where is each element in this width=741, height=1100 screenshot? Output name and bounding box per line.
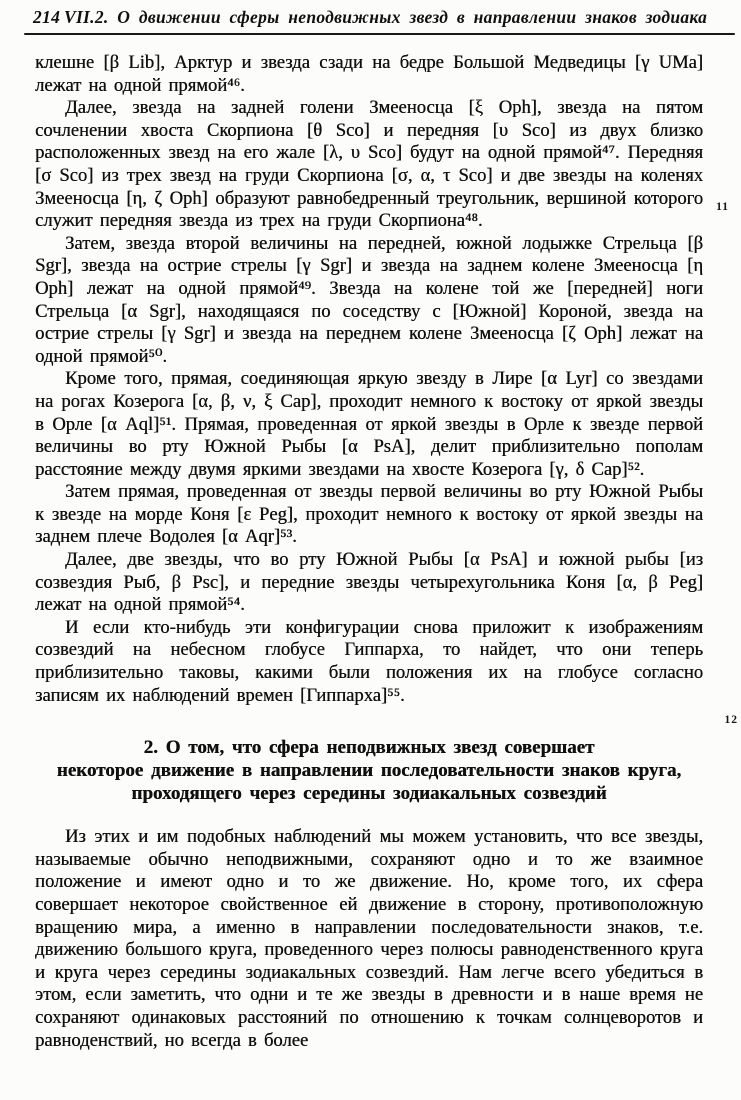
section-heading [35,736,703,805]
body-paragraph: Далее, две звезды, что во рту Южной Рыбы [α PsA] и южной рыбы [из созвездия Рыб, β Psc], и передние звезды четырехугольника Коня [α, β Peg] лежат на одной прямой⁵⁴. [35,549,703,616]
section-heading-line: некоторое движение в направлении последовательности знаков круга, [56,760,682,782]
body-paragraph: клешне [β Lib], Арктур и звезда сзади на бедре Большой Медведицы [γ UMa] лежат на одной прямой⁴⁶. [35,52,703,96]
body-paragraph: Из этих и им подобных наблюдений мы можем установить, что все звезды, называемые обычно неподвижными, сохраняют одно и то же взаимное положение и имеют одно и то же движение. Но, кроме того, их сфера совершает некоторое свойственное ей движение в сторону, противоположную вращению мира, а именно в направлении последовательности знаков, т.е. движению большого круга, проведенного через полюсы равноденственного круга и круга через середины зодиакальных созвездий. Нам легче всего убедиться в этом, если заметить, что одни и те же звезды в древности и в наше время не сохраняют одинаковых расстояний по отношению к точкам солнцеворотов и равноденствий, но всегда в более [35,826,703,1051]
body-paragraph: Затем прямая, проведенная от звезды первой величины во рту Южной Рыбы к звезде на морде Коня [ε Peg], проходит немного к востоку от яркой звезды на заднем плече Водолея [α Aqr]⁵³. [35,481,703,548]
section-heading-line: проходящего через середины зодиакальных созвездий [131,783,607,805]
running-head [33,7,711,28]
body-paragraph: Затем, звезда второй величины на передней, южной лодыжке Стрельца [β Sgr], звезда на острие стрелы [γ Sgr] и звезда на заднем колене Змееносца [η Oph] лежат на одной прямой⁴⁹. Звезда на колене той же [передней] ноги Стрельца [α Sgr], находящаяся по соседству с [Южной] Короной, звезда на острие стрелы [γ Sgr] и звезда на переднем колене Змееносца [ζ Oph] лежат на одной прямой⁵⁰. [35,232,703,367]
page-body [35,52,703,1052]
running-title: VII.2. О движении сферы неподвижных звезд в направлении знаков зодиака [63,7,708,27]
margin-line-number: 11 [716,201,729,213]
page-number: 214 [33,7,61,27]
body-paragraph: Далее, звезда на задней голени Змееносца [ξ Oph], звезда на пятом сочленении хвоста Скорпиона [θ Sco] и передняя [υ Sco] из двух близко расположенных звезд на его жале [λ, υ Sco] будут на одной прямой⁴⁷. Передняя [σ Sco] из трех звезд на груди Скорпиона [σ, α, τ Sco] и две звезды на коленях Змееносца [η, ζ Oph] образуют равнобедренный треугольник, вершиной которого служит передняя звезда из трех на груди Скорпиона⁴⁸. [35,97,703,232]
margin-line-number: 12 [724,714,738,726]
section-heading-line: 2. О том, что сфера неподвижных звезд совершает [143,737,595,759]
body-paragraph: Кроме того, прямая, соединяющая яркую звезду в Лире [α Lyr] со звездами на рогах Козерога [α, β, ν, ξ Cap], проходит немного к востоку от яркой звезды в Орле [α Aql]⁵¹. Прямая, проведенная от яркой звезды в Орле к звезде первой величины во рту Южной Рыбы [α PsA], делит приблизительно пополам расстояние между двумя яркими звездами на хвосте Козерога [γ, δ Cap]⁵². [35,368,703,480]
body-paragraph: И если кто-нибудь эти конфигурации снова приложит к изображениям созвездий на небесном глобусе Гиппарха, то найдет, что они теперь приблизительно таковы, какими были положения их на глобусе согласно записям их наблюдений времен [Гиппарха]⁵⁵. [35,616,703,706]
header-rule [24,33,735,35]
